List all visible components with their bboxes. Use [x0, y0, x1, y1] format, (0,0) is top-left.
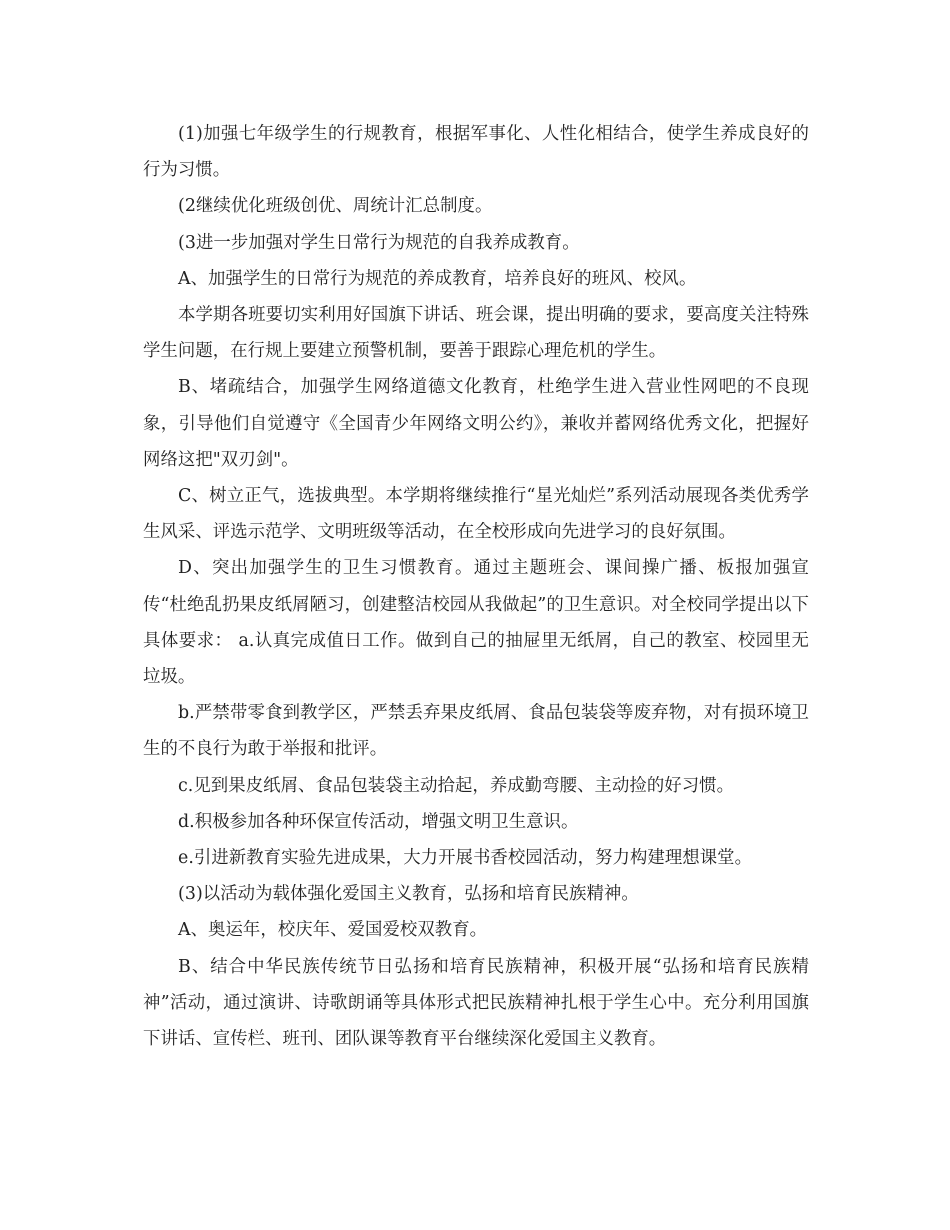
paragraph: B、堵疏结合，加强学生网络道德文化教育，杜绝学生进入营业性网吧的不良现象，引导他们自觉遵守《全国青少年网络文明公约》，兼收并蓄网络优秀文化，把握好网络这把"双刃剑"。 — [143, 377, 809, 470]
paragraph: e.引进新教育实验先进成果，大力开展书香校园活动，努力构建理想课堂。 — [178, 848, 753, 869]
paragraph: D、突出加强学生的卫生习惯教育。通过主题班会、课间操广播、板报加强宣传“杜绝乱扔果皮纸屑陋习，创建整洁校园从我做起”的卫生意识。对全校同学提出以下具体要求： a.认真完成值日工作。做到自己的抽屉里无纸屑，自己的教室、校园里无垃圾。 — [143, 558, 809, 688]
paragraph: c.见到果皮纸屑、食品包装袋主动拾起，养成勤弯腰、主动捡的好习惯。 — [178, 775, 735, 796]
paragraph: (3)以活动为载体强化爱国主义教育，弘扬和培育民族精神。 — [178, 884, 639, 905]
paragraph: d.积极参加各种环保宣传活动，增强文明卫生意识。 — [178, 811, 579, 832]
document-body — [143, 116, 809, 1057]
paragraph: (3进一步加强对学生日常行为规范的自我养成教育。 — [178, 232, 580, 253]
paragraph: B、结合中华民族传统节日弘扬和培育民族精神，积极开展“弘扬和培育民族精神”活动，通过演讲、诗歌朗诵等具体形式把民族精神扎根于学生心中。充分利用国旗下讲话、宣传栏、班刊、团队课等教育平台继续深化爱国主义教育。 — [143, 956, 809, 1050]
paragraph: A、奥运年，校庆年、爱国爱校双教育。 — [178, 920, 488, 941]
paragraph: (1)加强七年级学生的行规教育，根据军事化、人性化相结合，使学生养成良好的行为习惯。 — [143, 124, 809, 181]
paragraph: (2继续优化班级创优、周统计汇总制度。 — [178, 196, 493, 217]
paragraph: 本学期各班要切实利用好国旗下讲话、班会课，提出明确的要求，要高度关注特殊学生问题，在行规上要建立预警机制，要善于跟踪心理危机的学生。 — [143, 305, 809, 362]
paragraph: A、加强学生的日常行为规范的养成教育，培养良好的班风、校风。 — [178, 268, 697, 289]
paragraph: b.严禁带零食到教学区，严禁丢弃果皮纸屑、食品包装袋等废弃物，对有损环境卫生的不良行为敢于举报和批评。 — [143, 703, 809, 760]
paragraph: C、树立正气，选拔典型。本学期将继续推行“星光灿烂”系列活动展现各类优秀学生风采、评选示范学、文明班级等活动，在全校形成向先进学习的良好氛围。 — [143, 486, 809, 543]
